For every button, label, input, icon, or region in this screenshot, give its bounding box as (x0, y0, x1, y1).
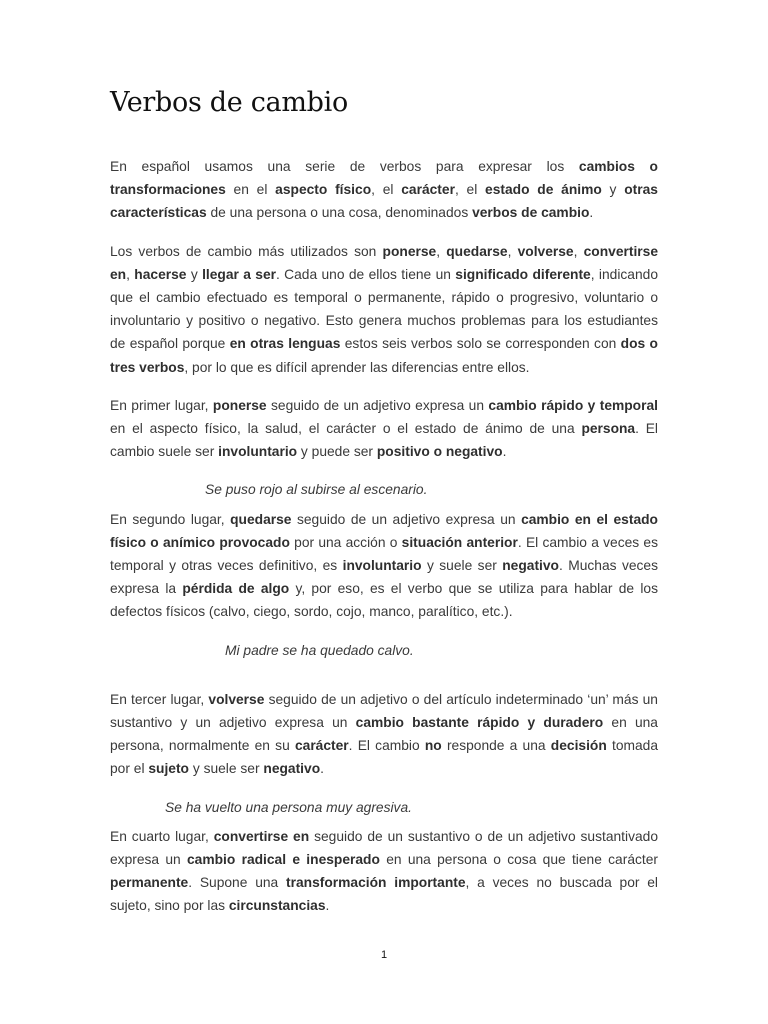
bold-term: persona (581, 421, 636, 437)
bold-term: permanente (110, 875, 189, 891)
bold-term: hacerse (134, 266, 187, 282)
bold-term: significado diferente (455, 266, 591, 282)
bold-term: transformación importante (286, 875, 466, 891)
bold-term: cambio en el estado físico o anímico provocado (110, 511, 658, 550)
bold-term: cambio bastante rápido y duradero (355, 715, 604, 731)
bold-term: carácter (401, 182, 455, 198)
paragraph: En tercer lugar, volverse seguido de un adjetivo o del artículo indeterminado ‘un’ más un sustantivo y un adjetivo expresa un cambio bastante rápido y duradero en una persona, normalmente en su carácter. El cambio no responde a una decisión tomada por el sujeto y suele ser negativo. (110, 691, 659, 777)
bold-term: involuntario (218, 444, 298, 460)
paragraph: En primer lugar, ponerse seguido de un adjetivo expresa un cambio rápido y temporal en el aspecto físico, la salud, el carácter o el estado de ánimo de una persona. El cambio suele ser involuntario y puede ser positivo o negativo. (110, 397, 658, 460)
bold-term: en otras lenguas (229, 336, 341, 352)
page-number: 1 (380, 949, 388, 961)
bold-term: no (424, 738, 442, 754)
bold-term: carácter (294, 738, 349, 754)
bold-term: pérdida de algo (182, 581, 290, 597)
bold-term: situación anterior (401, 534, 518, 550)
document-body (110, 155, 658, 918)
paragraph: Los verbos de cambio más utilizados son ponerse, quedarse, volverse, convertirse en, hacerse y llegar a ser. Cada uno de ellos tiene un significado diferente, indicando que el cambio efectuado es temporal o permanente, rápido o progresivo, voluntario o involuntario y positivo o negativo. Esto genera muchos problemas para los estudiantes de español porque en otras lenguas estos seis verbos solo se corresponden con dos o tres verbos, por lo que es difícil aprender las diferencias entre ellos. (110, 243, 659, 375)
bold-term: convertirse en (110, 243, 659, 282)
bold-term: quedarse (446, 243, 508, 259)
bold-term: llegar a ser (202, 266, 276, 282)
bold-term: cambio radical e inesperado (187, 852, 380, 868)
bold-term: estado de ánimo (485, 182, 602, 198)
paragraph: En segundo lugar, quedarse seguido de un adjetivo expresa un cambio en el estado físico o anímico provocado por una acción o situación anterior. El cambio a veces es temporal y otras veces definitivo, es involuntario y suele ser negativo. Muchas veces expresa la pérdida de algo y, por eso, es el verbo que se utiliza para hablar de los defectos físicos (calvo, ciego, sordo, cojo, manco, paralítico, etc.). (110, 511, 658, 620)
bold-term: negativo (502, 558, 559, 574)
bold-term: negativo (263, 761, 321, 777)
bold-term: ponerse (212, 397, 267, 413)
bold-term: decisión (550, 738, 607, 754)
bold-term: quedarse (230, 511, 292, 527)
bold-term: dos o tres verbos (110, 336, 658, 375)
page-title: Verbos de cambio (110, 87, 348, 118)
bold-term: cambios o transformaciones (110, 159, 658, 198)
bold-term: volverse (208, 691, 265, 707)
bold-term: sujeto (148, 761, 189, 777)
example-sentence: Mi padre se ha quedado calvo. (225, 642, 414, 658)
bold-term: volverse (517, 243, 574, 259)
paragraph: En español usamos una serie de verbos para expresar los cambios o transformaciones en el aspecto físico, el carácter, el estado de ánimo y otras características de una persona o una cosa, denominados verbos de cambio. (110, 159, 658, 221)
paragraph: En cuarto lugar, convertirse en seguido de un sustantivo o de un adjetivo sustantivado expresa un cambio radical e inesperado en una persona o cosa que tiene carácter permanente. Supone una transformación importante, a veces no buscada por el sujeto, sino por las circunstancias. (110, 828, 658, 914)
bold-term: cambio rápido y temporal (488, 397, 658, 413)
bold-term: positivo o negativo (376, 444, 503, 460)
example-sentence: Se puso rojo al subirse al escenario. (205, 482, 428, 498)
bold-term: verbos de cambio (472, 205, 590, 221)
bold-term: involuntario (342, 558, 422, 574)
bold-term: convertirse en (213, 828, 310, 844)
bold-term: ponerse (382, 243, 437, 259)
example-sentence: Se ha vuelto una persona muy agresiva. (165, 799, 412, 815)
bold-term: circunstancias (228, 898, 326, 914)
bold-term: otras características (110, 182, 658, 221)
bold-term: aspecto físico (275, 182, 372, 198)
